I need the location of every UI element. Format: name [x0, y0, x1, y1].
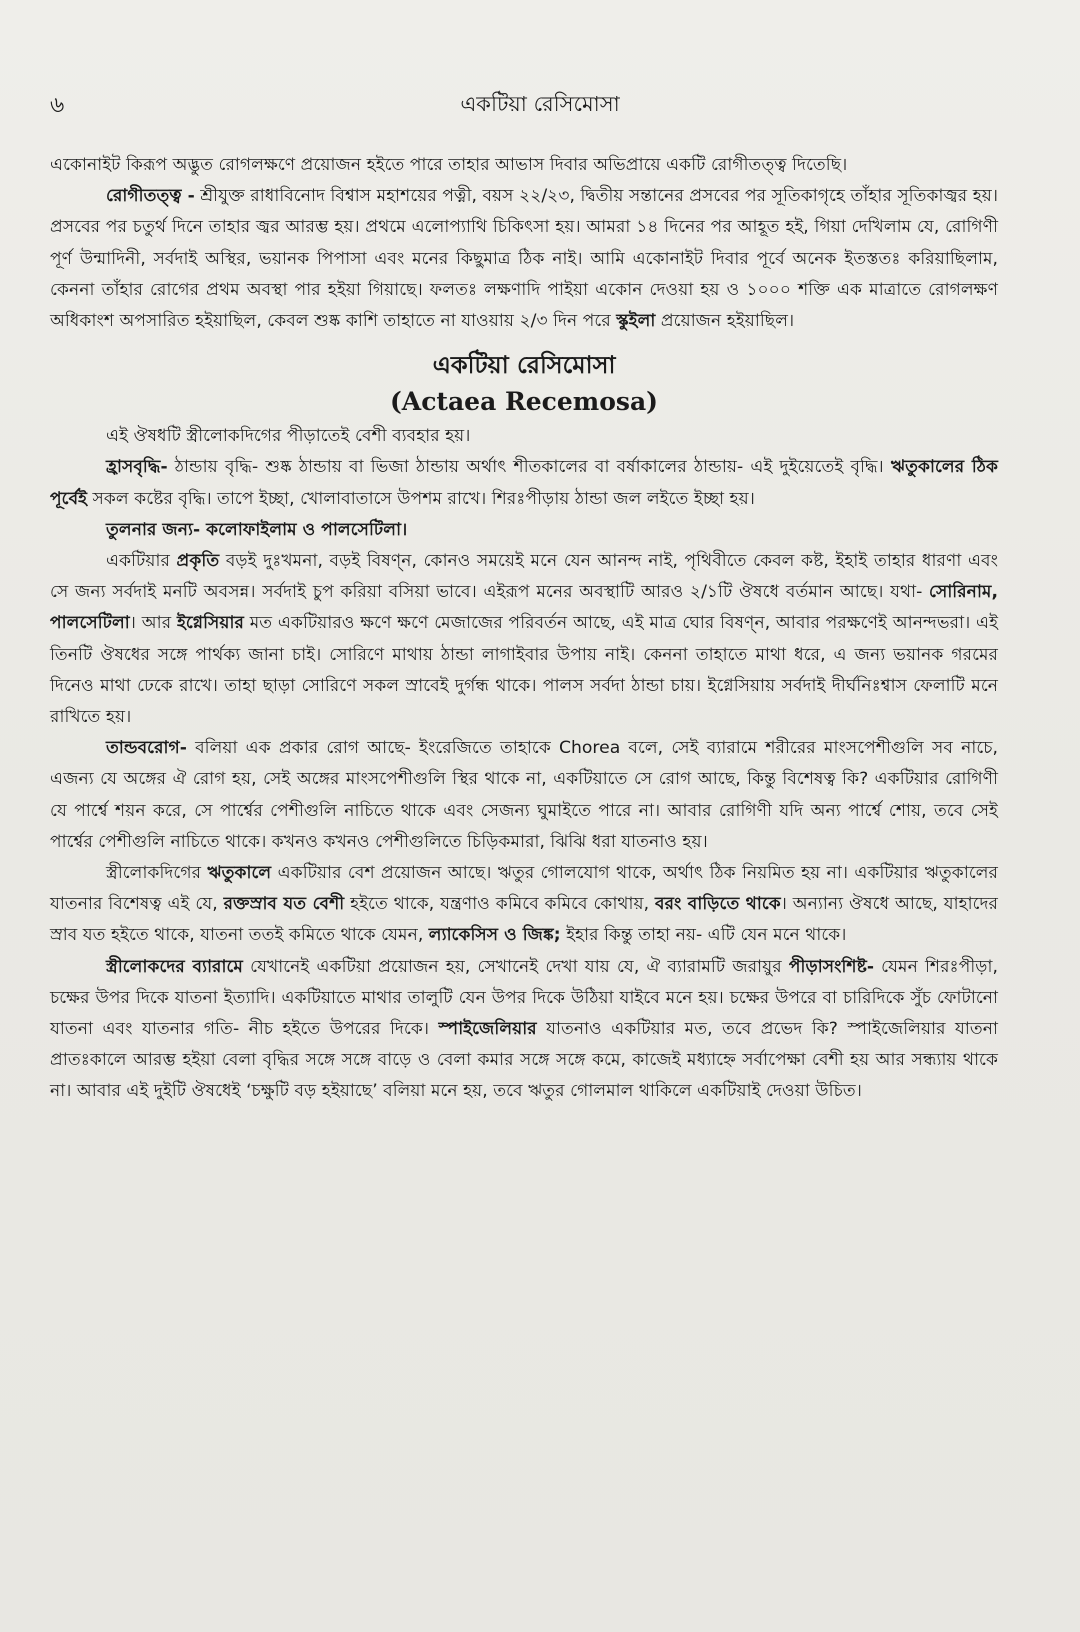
nature-text-3: । আর: [129, 613, 177, 634]
chorea-text: বলিয়া এক প্রকার রোগ আছে- ইংরেজিতে তাহাকে Chorea বলে, সেই ব্যারামে শরীরের মাংসপেশীগুলি সব নাচে, এজন্য যে অঙ্গের ঐ রোগ হয়, সেই অঙ্গের মাংসপেশীগুলি স্থির থাকে না, একটিয়াতে সে রোগ আছে, কিন্তু বিশেষত্ব কি? একটিয়ার রোগিণী যে পার্শ্বে শয়ন করে, সে পার্শ্বের পেশীগুলি নাচিতে থাকে এবং সেজন্য ঘুমাইতে পারে না। আবার রোগিণী যদি অন্য পার্শ্বে শোয়, তবে সেই পার্শ্বের পেশীগুলি নাচিতে থাকে। কখনও কখনও পেশীগুলিতে চিড়িকমারা, ঝিঝি ধরা যাতনাও হয়।: [50, 738, 998, 852]
nature-bold-1: প্রকৃতি: [176, 551, 220, 572]
modalities-text-2: সকল কষ্টের বৃদ্ধি। তাপে ইচ্ছা, খোলাবাতাসে উপশম রাখে। শিরঃপীড়ায় ঠান্ডা জল লইতে ইচ্ছা হয়।: [87, 488, 755, 509]
menses-bold-1: ঋতুকালে: [207, 863, 272, 884]
menses-bold-4: ল্যাকেসিস ও জিঙ্ক;: [428, 925, 561, 946]
uterine-text-1: যেখানেই একটিয়া প্রয়োজন হয়, সেখানেই দেখা যায় যে, ঐ ব্যারামটি জরায়ুর: [242, 956, 789, 977]
nature-bold-3: ইগ্নেসিয়ার: [176, 613, 244, 634]
paragraph-nature: [50, 546, 998, 733]
paragraph-chorea: [50, 733, 998, 858]
menses-text-1: স্ত্রীলোকদিগের: [106, 863, 208, 884]
section-latin-title: (Actaea Recemosa): [389, 387, 659, 417]
intro-text: একোনাইট কিরূপ অদ্ভুত রোগলক্ষণে প্রয়োজন হইতে পারে তাহার আভাস দিবার অভিপ্রায়ে একটি রোগীতত্ত্ব দিতেছি।: [50, 155, 848, 175]
uterine-bold-2: পীড়াসংশিষ্ট-: [788, 956, 875, 977]
paragraph-uterine: [50, 952, 998, 1108]
uterine-bold-1: স্ত্রীলোকদের ব্যারামে: [106, 956, 243, 977]
menses-text-5: ইহার কিন্তু তাহা নয়- এটি যেন মনে থাকে।: [560, 925, 847, 946]
usage-text: এই ঔষধটি স্ত্রীলোকদিগের পীড়াতেই বেশী ব্যবহার হয়।: [106, 426, 471, 447]
intro-paragraph: [50, 150, 998, 181]
nature-text-2: বড়ই দুঃখমনা, বড়ই বিষণ্ন, কোনও সময়েই মনে যেন আনন্দ নাই, পৃথিবীতে কেবল কষ্ট, ইহাই তাহার ধারণা এবং সে জন্য সর্বদাই মনটি অবসন্ন। সর্বদাই চুপ করিয়া বসিয়া ভাবে। এইরূপ মনের অবস্থাটি আরও ২/১টি ঔষধে বর্তমান আছে। যথা-: [50, 551, 998, 603]
menses-bold-3: বরং বাড়িতে থাকে: [655, 894, 781, 915]
paragraph-menses: [50, 858, 998, 952]
uterine-bold-3: স্পাইজেলিয়ার: [438, 1019, 537, 1040]
paragraph-modalities: [50, 452, 998, 514]
case-remedy: স্কুইলা: [616, 311, 656, 332]
menses-bold-2: রক্তস্রাব যত বেশী: [223, 894, 345, 915]
uterine-text-2: যেমন শিরঃপীড়া, চক্ষের উপর দিকে যাতনা ইত্যাদি। একটিয়াতে মাথার তালুটি যেন উপর দিকে উঠিয়া যাইবে মনে হয়। চক্ষের উপরে বা চারিদিকে সুঁচ ফোটানো যাতনা এবং যাতনার গতি- নীচ হইতে উপরের দিকে।: [50, 956, 998, 1040]
comparison-text: তুলনার জন্য- কলোফাইলাম ও পালসেটিলা।: [106, 519, 408, 540]
page-number: ৬: [50, 93, 65, 118]
modalities-text-1: ঠান্ডায় বৃদ্ধি- শুষ্ক ঠান্ডায় বা ভিজা ঠান্ডায় অর্থাৎ শীতকালের বা বর্ষাকালের ঠান্ডায়- এই দুইয়েতেই বৃদ্ধি।: [167, 457, 891, 478]
chorea-label: তান্ডবরোগ-: [106, 738, 187, 759]
menses-text-4: । অন্যান্য ঔষধে আছে, যাহাদের স্রাব যত হইতে থাকে, যাতনা ততই কমিতে থাকে যেমন,: [50, 894, 998, 946]
running-title: একটিয়া রেসিমোসা: [460, 92, 620, 116]
case-paragraph: [50, 181, 998, 337]
nature-text-1: একটিয়ার: [106, 551, 177, 572]
case-label: রোগীতত্ত্ব -: [106, 186, 195, 207]
paragraph-usage: [50, 421, 998, 452]
modalities-bold: ঋতুকালের ঠিক পূর্বেই: [50, 457, 998, 509]
menses-text-2: একটিয়ার বেশ প্রয়োজন আছে। ঋতুর গোলযোগ থাকে, অর্থাৎ ঠিক নিয়মিত হয় না। একটিয়ার ঋতুকালের যাতনার বিশেষত্ব এই যে,: [50, 863, 998, 915]
paragraph-comparison: [50, 515, 998, 546]
section-title: একটিয়া রেসিমোসা: [432, 351, 616, 380]
nature-bold-2: সোরিনাম, পালসেটিলা: [50, 582, 998, 634]
menses-text-3: হইতে থাকে, যন্ত্রণাও কমিবে কমিবে কোথায়,: [344, 894, 655, 915]
uterine-text-3: যাতনাও একটিয়ার মত, তবে প্রভেদ কি? স্পাইজেলিয়ার যাতনা প্রাতঃকালে আরম্ভ হইয়া বেলা বৃদ্ধির সঙ্গে সঙ্গে বাড়ে ও বেলা কমার সঙ্গে সঙ্গে কমে, কাজেই মধ্যাহ্নে সর্বাপেক্ষা বেশী হয় আর সন্ধ্যায় থাকে না। আবার এই দুইটি ঔষধেই ‘চক্ষুটি বড় হইয়াছে’ বলিয়া মনে হয়, তবে ঋতুর গোলমাল থাকিলে একটিয়াই দেওয়া উচিত।: [50, 1019, 998, 1102]
page-body: [50, 150, 998, 1108]
nature-text-4: মত একটিয়ারও ক্ষণে ক্ষণে মেজাজের পরিবর্তন আছে, এই মাত্র ঘোর বিষণ্ন, আবার পরক্ষণেই আনন্দভরা। এই তিনটি ঔষধের সঙ্গে পার্থক্য জানা চাই। সোরিণে মাথায় ঠান্ডা লাগাইবার উপায় নাই। কেননা তাহাতে মাথা ধরে, এ জন্য ভয়ানক গরমের দিনেও মাথা ঢেকে রাখে। তাহা ছাড়া সোরিণে সকল স্রাবেই দুর্গন্ধ থাকে। পালস সর্বদা ঠান্ডা চায়। ইগ্নেসিয়ায় সর্বদাই দীর্ঘনিঃশ্বাস ফেলাটি মনে রাখিতে হয়।: [50, 613, 999, 728]
page-header: [0, 88, 1080, 124]
case-text: শ্রীযুক্ত রাধাবিনোদ বিশ্বাস মহাশয়ের পত্নী, বয়স ২২/২৩, দ্বিতীয় সন্তানের প্রসবের পর সূতিকাগৃহে তাঁহার সূতিকাজ্বর হয়। প্রসবের পর চতুর্থ দিনে তাহার জ্বর আরম্ভ হয়। প্রথমে এলোপ্যাথি চিকিৎসা হয়। আমরা ১৪ দিনের পর আহূত হই, গিয়া দেখিলাম যে, রোগিণী পূর্ণ উন্মাদিনী, সর্বদাই অস্থির, ভয়ানক পিপাসা এবং মনের কিছুমাত্র ঠিক নাই। আমি একোনাইট দিবার পূর্বে অনেক ইতস্ততঃ করিয়াছিলাম, কেননা তাঁহার রোগের প্রথম অবস্থা পার হইয়া গিয়াছে। ফলতঃ লক্ষণাদি পাইয়া একোন দেওয়া হয় ও ১০০০ শক্তি এক মাত্রাতে রোগলক্ষণ অধিকাংশ অপসারিত হইয়াছিল, কেবল শুষ্ক কাশি তাহাতে না যাওয়ায় ২/৩ দিন পরে: [50, 186, 999, 332]
modalities-label: হ্রাসবৃদ্ধি-: [106, 457, 168, 478]
case-tail: প্রয়োজন হইয়াছিল।: [655, 311, 795, 332]
